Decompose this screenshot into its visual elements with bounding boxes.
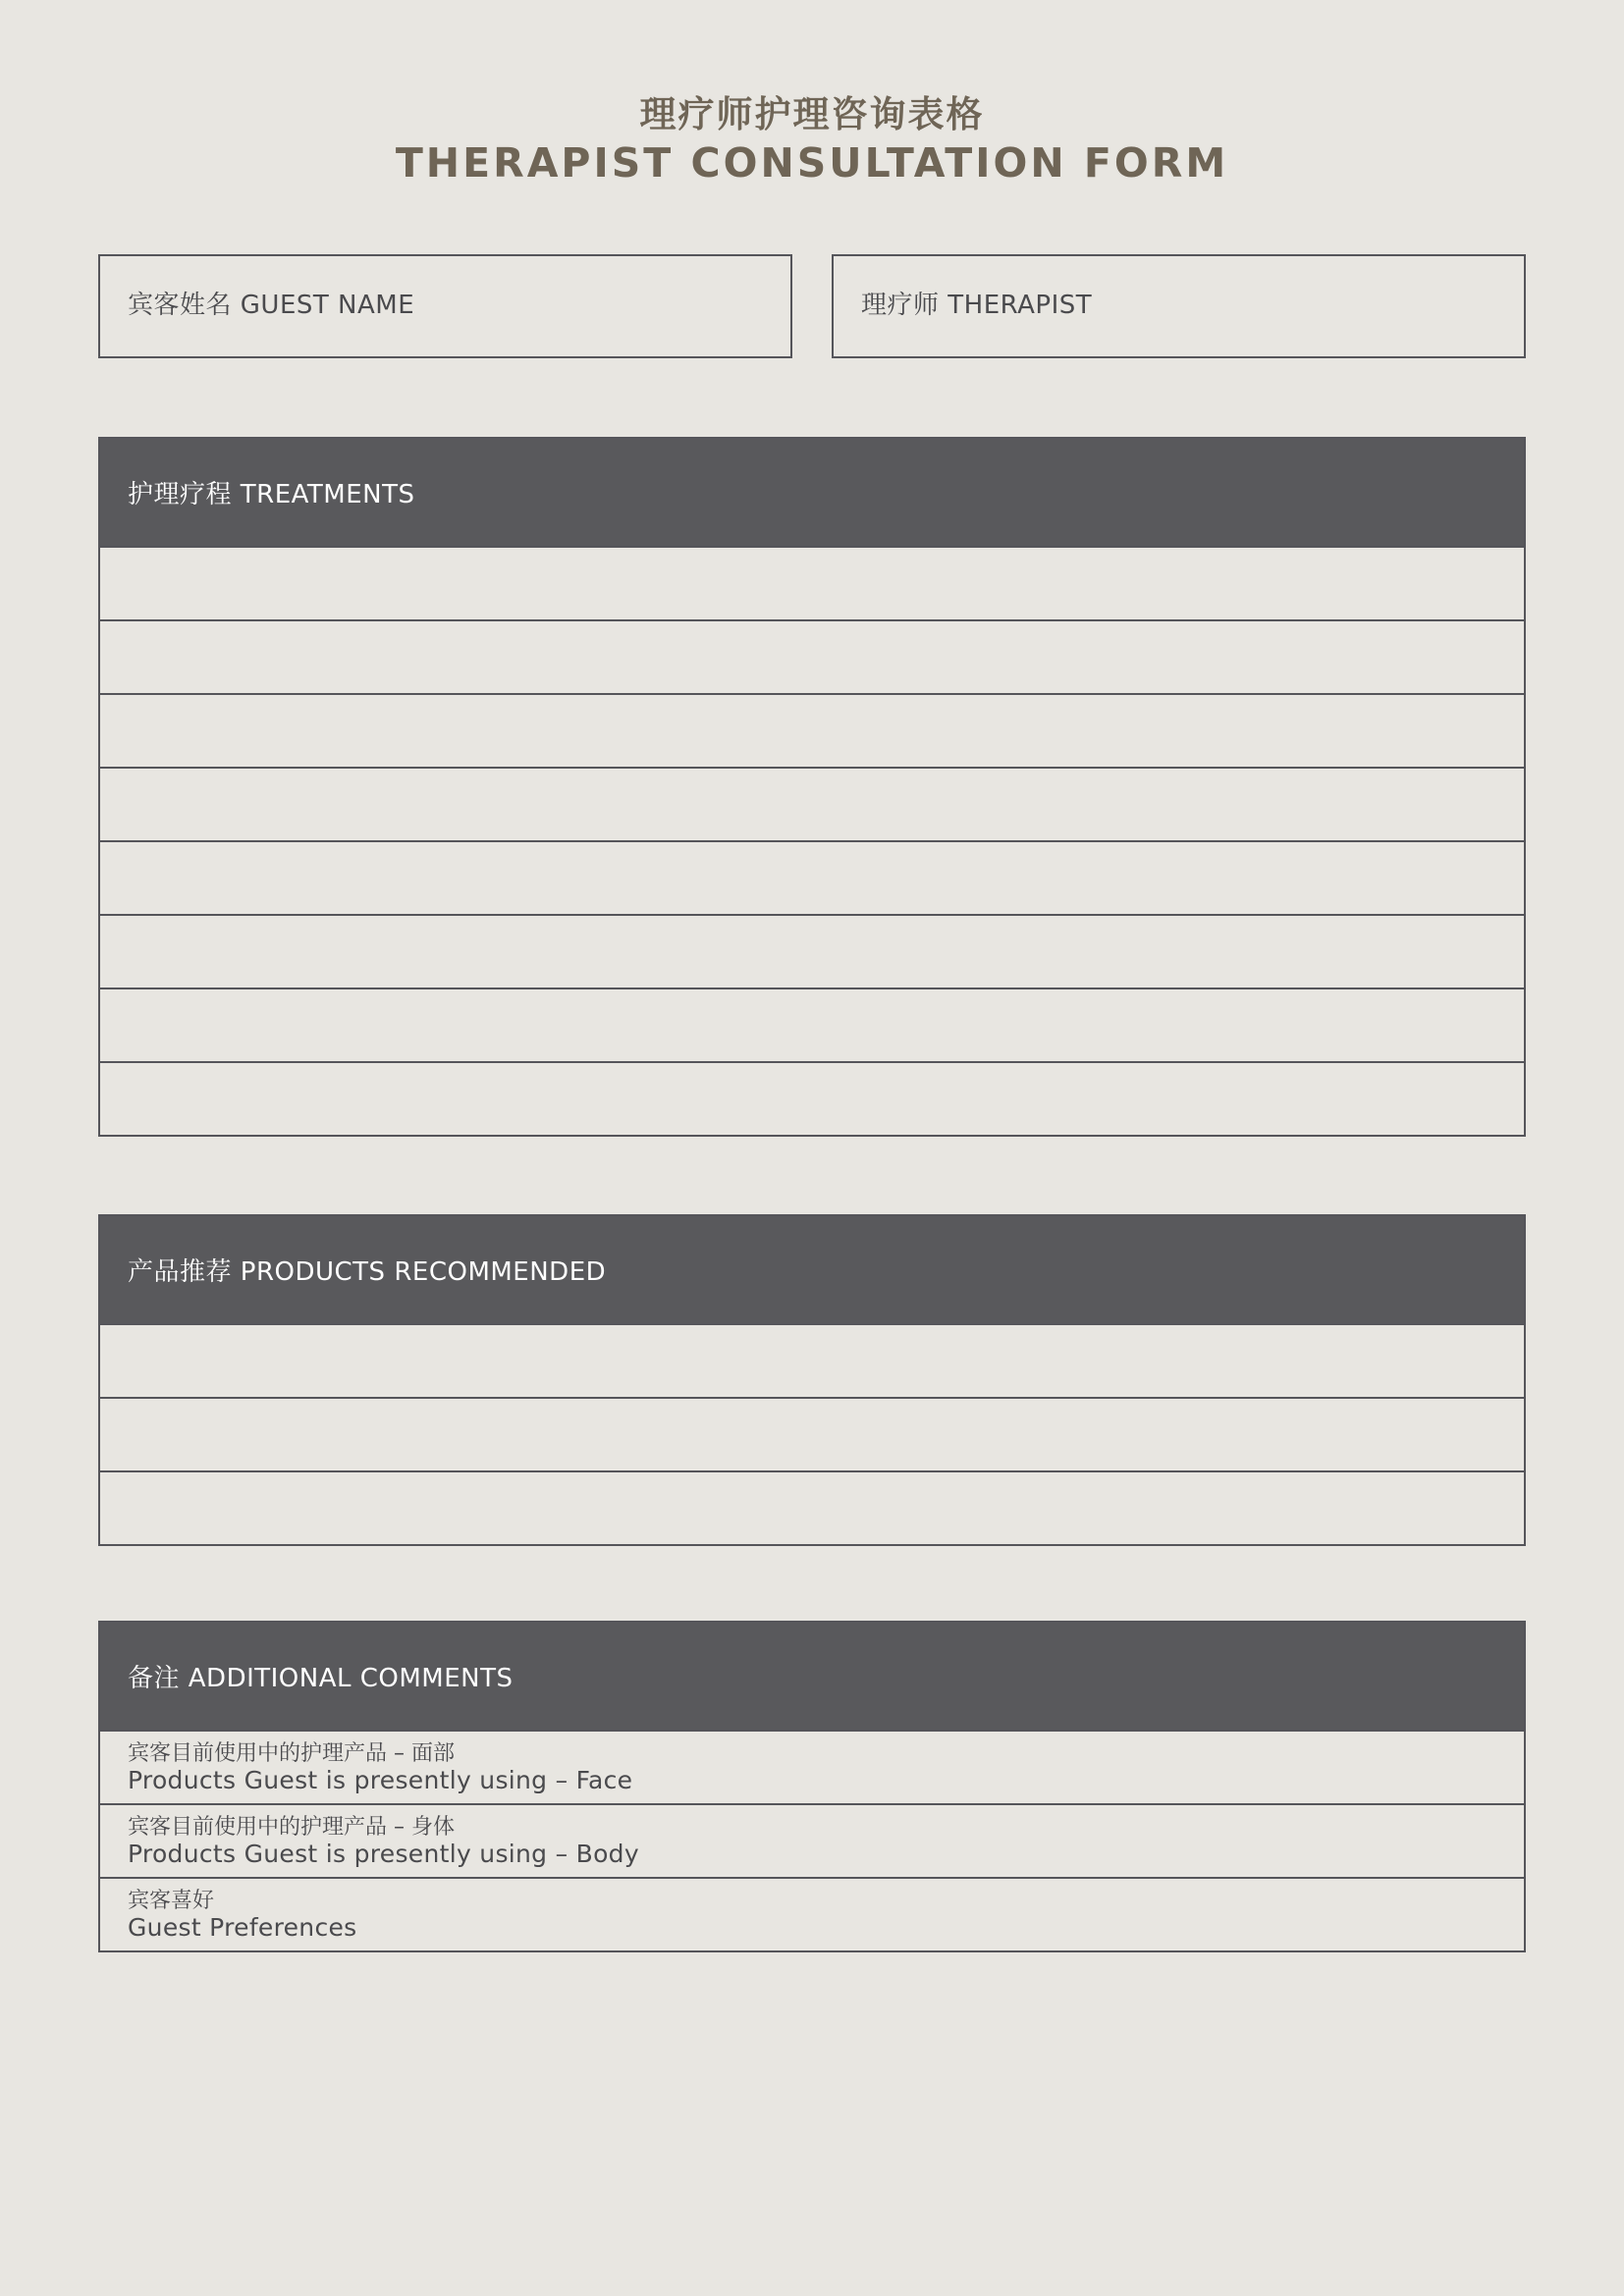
treatment-row-4[interactable] <box>100 767 1524 840</box>
treatment-row-3[interactable] <box>100 693 1524 767</box>
therapist-label: 理疗师 THERAPIST <box>861 290 1093 320</box>
products-section <box>98 1214 1526 1546</box>
treatments-section <box>98 437 1526 1137</box>
product-row-2[interactable] <box>100 1397 1524 1470</box>
guest-name-field[interactable] <box>98 254 792 358</box>
comment-body-en: Products Guest is presently using – Body <box>128 1840 639 1868</box>
comments-header <box>100 1623 1524 1730</box>
comment-face-en: Products Guest is presently using – Face <box>128 1766 633 1794</box>
comment-row-preferences[interactable] <box>100 1877 1524 1950</box>
treatment-row-1[interactable] <box>100 546 1524 619</box>
treatments-header <box>100 439 1524 546</box>
products-header <box>100 1216 1524 1323</box>
comment-preferences-cn: 宾客喜好 <box>128 1889 215 1913</box>
comment-body-cn: 宾客目前使用中的护理产品 – 身体 <box>128 1815 455 1840</box>
comments-header-label: 备注 ADDITIONAL COMMENTS <box>128 1664 514 1693</box>
comment-preferences-en: Guest Preferences <box>128 1913 357 1942</box>
comment-face-cn: 宾客目前使用中的护理产品 – 面部 <box>128 1741 455 1766</box>
title-chinese: 理疗师护理咨询表格 <box>639 93 985 135</box>
comment-row-face[interactable] <box>100 1730 1524 1803</box>
title-english: THERAPIST CONSULTATION FORM <box>395 139 1229 187</box>
treatment-row-2[interactable] <box>100 619 1524 693</box>
form-title <box>0 90 1624 188</box>
comments-section <box>98 1621 1526 1952</box>
treatments-header-label: 护理疗程 TREATMENTS <box>128 480 415 509</box>
guest-name-label: 宾客姓名 GUEST NAME <box>128 290 415 320</box>
treatment-row-7[interactable] <box>100 988 1524 1061</box>
treatment-row-6[interactable] <box>100 914 1524 988</box>
product-row-3[interactable] <box>100 1470 1524 1544</box>
therapist-field[interactable] <box>832 254 1526 358</box>
comment-row-body[interactable] <box>100 1803 1524 1877</box>
products-header-label: 产品推荐 PRODUCTS RECOMMENDED <box>128 1257 607 1287</box>
treatment-row-5[interactable] <box>100 840 1524 914</box>
product-row-1[interactable] <box>100 1323 1524 1397</box>
treatment-row-8[interactable] <box>100 1061 1524 1135</box>
